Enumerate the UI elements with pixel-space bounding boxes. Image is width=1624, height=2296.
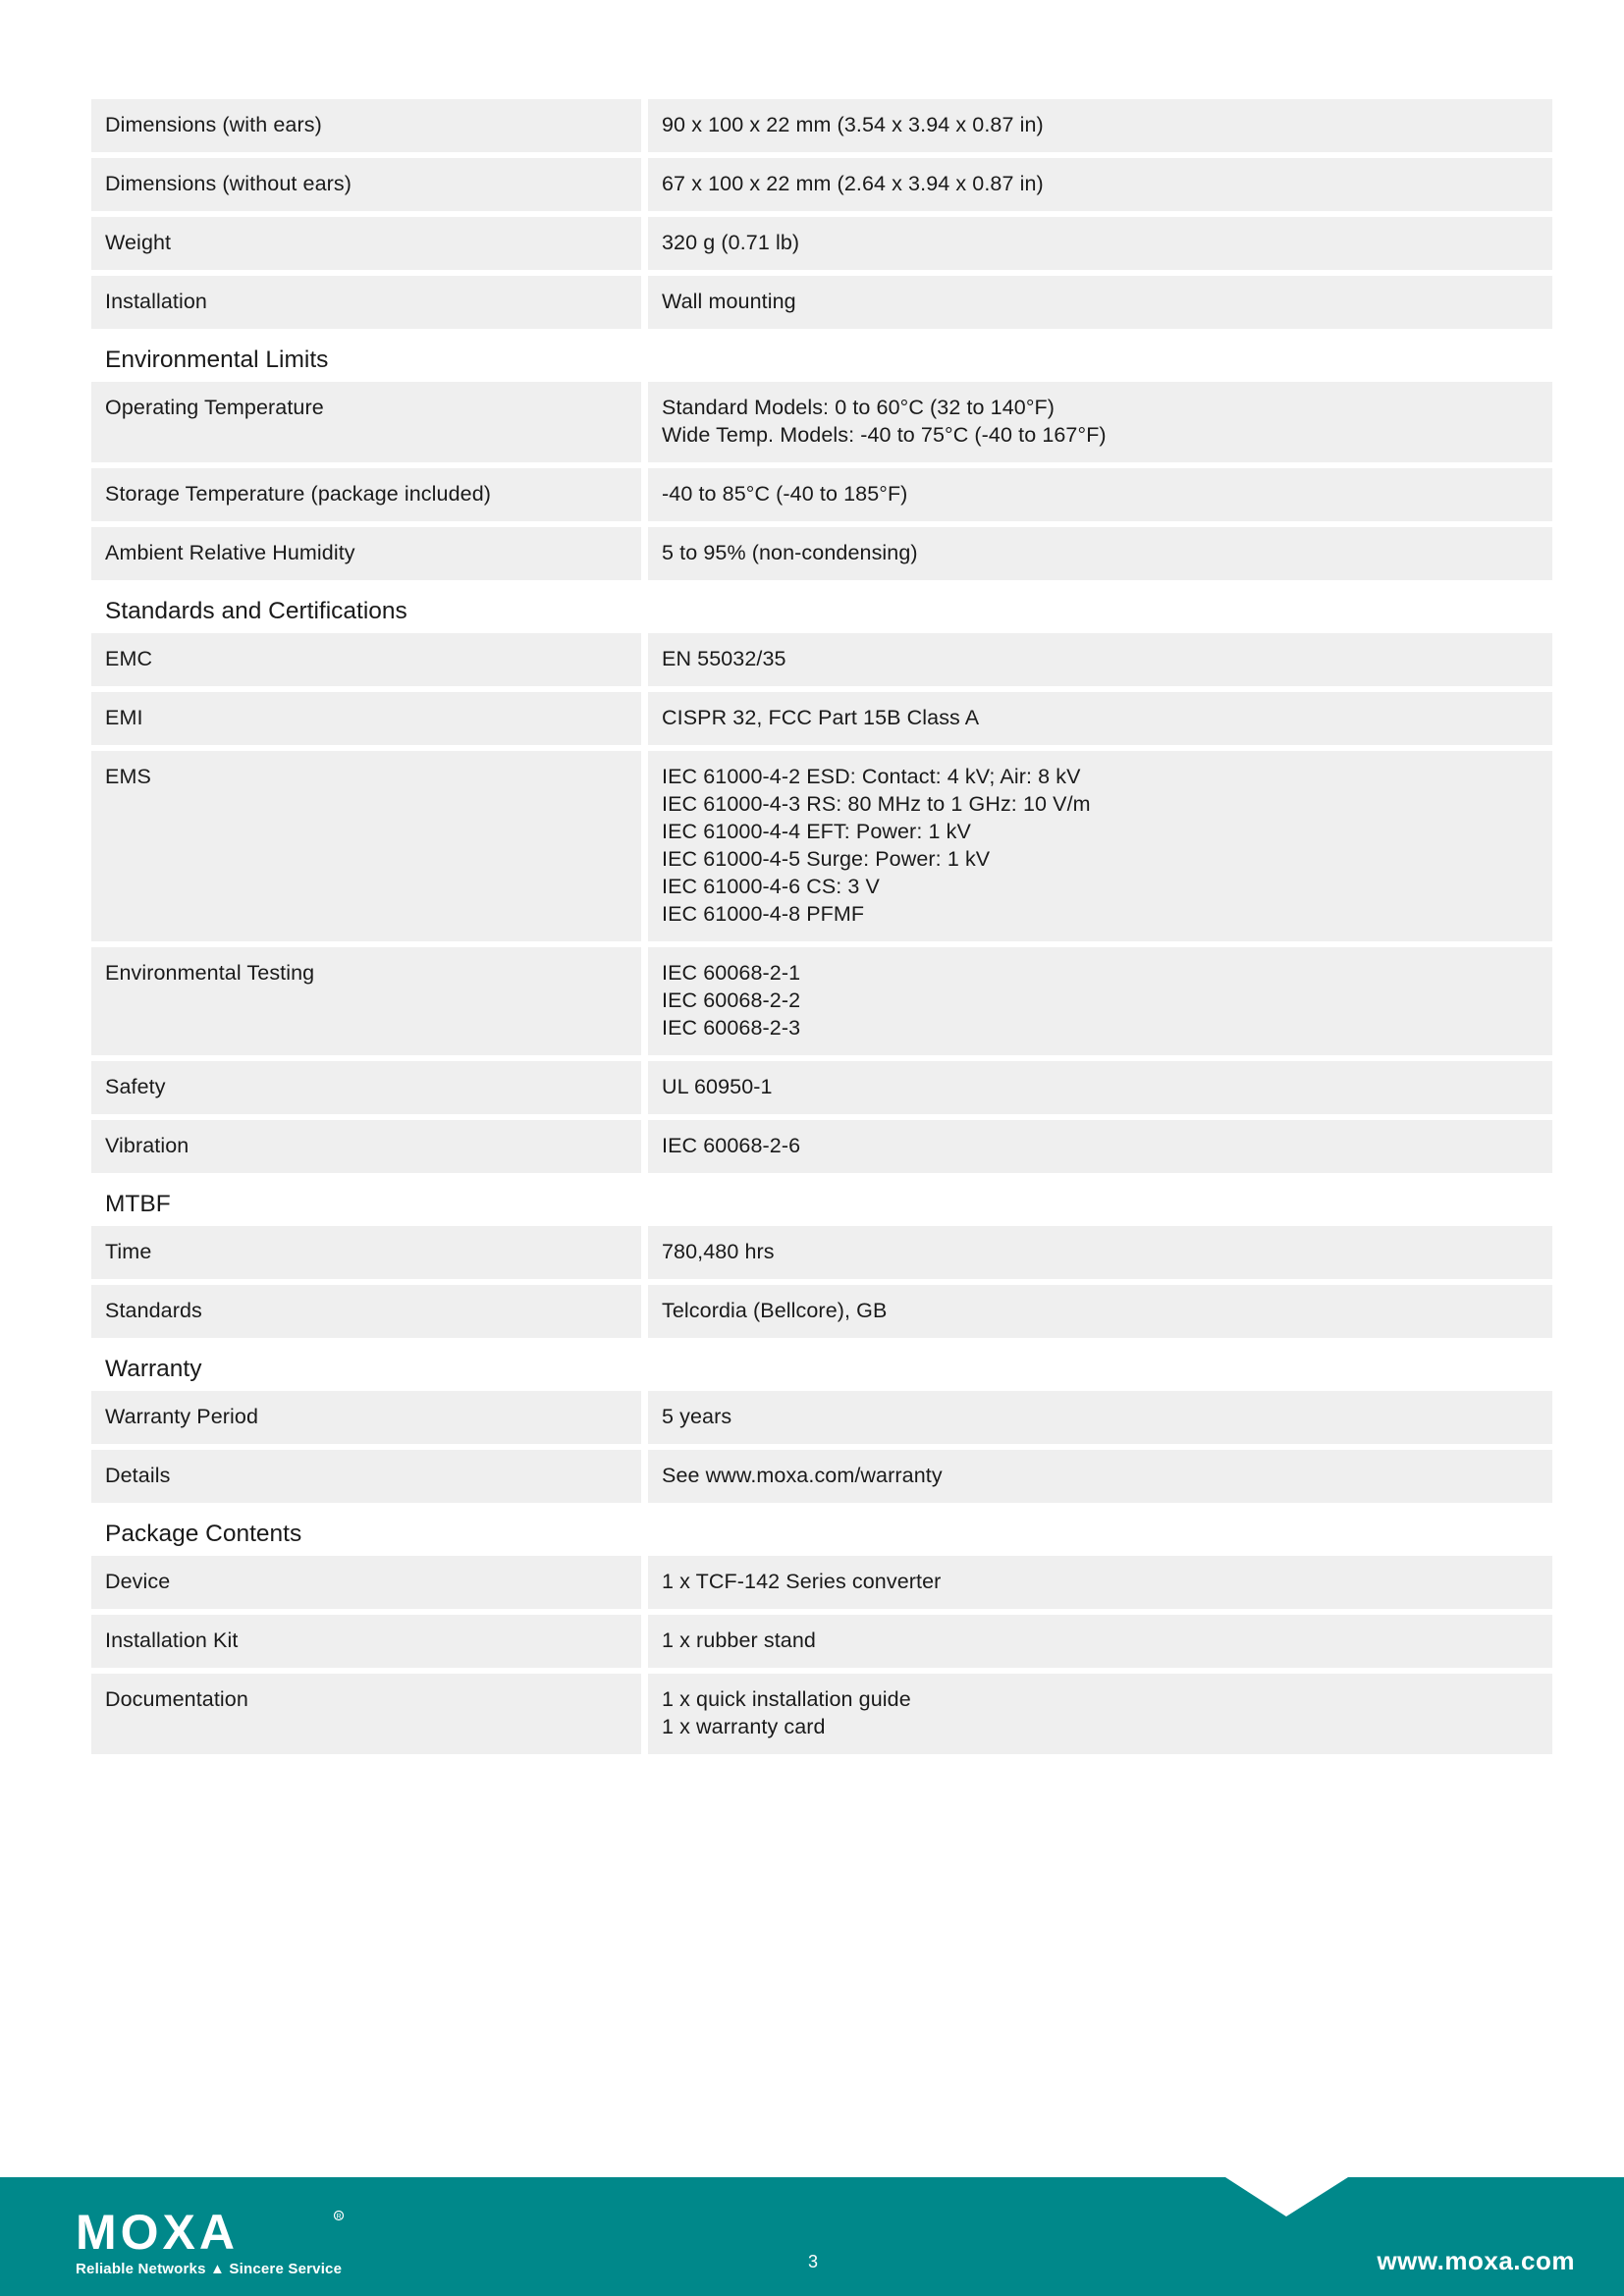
spec-value-line: EN 55032/35 (662, 647, 786, 670)
spec-row (91, 217, 1552, 270)
page-number: 3 (807, 2252, 818, 2271)
spec-value (648, 1556, 1552, 1609)
spec-value-line: IEC 60068-2-3 (662, 1016, 801, 1040)
spec-value-line: CISPR 32, FCC Part 15B Class A (662, 706, 980, 729)
section-title: Environmental Limits (105, 347, 329, 373)
spec-value-line: -40 to 85°C (-40 to 185°F) (662, 482, 908, 506)
spec-value-line: IEC 61000-4-6 CS: 3 V (662, 875, 880, 898)
logo-tagline: Reliable Networks ▲ Sincere Service (76, 2261, 343, 2277)
spec-value (648, 1120, 1552, 1173)
spec-row (91, 751, 1552, 941)
spec-value (648, 1450, 1552, 1503)
spec-value (648, 1674, 1552, 1754)
spec-label: Weight (91, 217, 641, 270)
spec-value-line: Telcordia (Bellcore), GB (662, 1299, 888, 1322)
spec-label: Documentation (91, 1674, 641, 1754)
spec-value (648, 947, 1552, 1055)
spec-value (648, 1615, 1552, 1668)
spec-row (91, 1226, 1552, 1279)
spec-value (648, 1285, 1552, 1338)
spec-row (91, 1674, 1552, 1754)
spec-label: Installation (91, 276, 641, 329)
spec-value-line: Wide Temp. Models: -40 to 75°C (-40 to 167°F) (662, 423, 1107, 447)
spec-row (91, 1120, 1552, 1173)
spec-label: EMS (91, 751, 641, 941)
spec-row (91, 692, 1552, 745)
spec-value-line: 1 x rubber stand (662, 1629, 816, 1652)
moxa-logo (76, 2210, 351, 2259)
svg-text:R: R (336, 2214, 342, 2220)
spec-value-line: IEC 61000-4-3 RS: 80 MHz to 1 GHz: 10 V/m (662, 792, 1091, 816)
spec-value-line: Wall mounting (662, 290, 796, 313)
spec-label: Details (91, 1450, 641, 1503)
spec-label: EMI (91, 692, 641, 745)
spec-label: Operating Temperature (91, 382, 641, 462)
spec-row (91, 382, 1552, 462)
spec-value-line: 1 x warranty card (662, 1715, 826, 1738)
section-title: MTBF (105, 1191, 171, 1217)
spec-value (648, 1391, 1552, 1444)
spec-label: Vibration (91, 1120, 641, 1173)
spec-value-line: 5 to 95% (non-condensing) (662, 541, 918, 564)
section-title: Warranty (105, 1356, 202, 1382)
spec-value-line: IEC 61000-4-4 EFT: Power: 1 kV (662, 820, 971, 843)
spec-value-line: IEC 60068-2-2 (662, 988, 801, 1012)
spec-row (91, 158, 1552, 211)
spec-value (648, 633, 1552, 686)
spec-row (91, 1061, 1552, 1114)
spec-value (648, 382, 1552, 462)
website-url[interactable]: www.moxa.com (1377, 2246, 1575, 2275)
spec-value (648, 276, 1552, 329)
spec-label: Environmental Testing (91, 947, 641, 1055)
spec-value (648, 527, 1552, 580)
spec-label: EMC (91, 633, 641, 686)
spec-label: Warranty Period (91, 1391, 641, 1444)
spec-value (648, 217, 1552, 270)
svg-text:MOXA: MOXA (76, 2210, 239, 2259)
spec-label: Ambient Relative Humidity (91, 527, 641, 580)
spec-row (91, 1615, 1552, 1668)
spec-value (648, 158, 1552, 211)
spec-label: Storage Temperature (package included) (91, 468, 641, 521)
spec-label: Safety (91, 1061, 641, 1114)
spec-value-line: 90 x 100 x 22 mm (3.54 x 3.94 x 0.87 in) (662, 113, 1044, 136)
spec-value (648, 1226, 1552, 1279)
spec-row (91, 276, 1552, 329)
spec-row (91, 527, 1552, 580)
spec-value (648, 468, 1552, 521)
spec-value-line: 67 x 100 x 22 mm (2.64 x 3.94 x 0.87 in) (662, 172, 1044, 195)
spec-value-line: IEC 61000-4-8 PFMF (662, 902, 865, 926)
spec-value-line: 1 x quick installation guide (662, 1687, 911, 1711)
spec-content (91, 99, 1552, 1760)
spec-value-line: IEC 60068-2-6 (662, 1134, 801, 1157)
spec-value-line: IEC 61000-4-5 Surge: Power: 1 kV (662, 847, 991, 871)
spec-row (91, 468, 1552, 521)
spec-label: Time (91, 1226, 641, 1279)
spec-value (648, 99, 1552, 152)
section-title: Standards and Certifications (105, 598, 407, 624)
spec-value-line: 780,480 hrs (662, 1240, 775, 1263)
spec-row (91, 1556, 1552, 1609)
page-footer (0, 2177, 1624, 2296)
spec-value-line: UL 60950-1 (662, 1075, 773, 1098)
spec-label: Installation Kit (91, 1615, 641, 1668)
spec-value-line: Standard Models: 0 to 60°C (32 to 140°F) (662, 396, 1056, 419)
spec-value-line: IEC 60068-2-1 (662, 961, 801, 985)
spec-label: Dimensions (without ears) (91, 158, 641, 211)
spec-row (91, 1285, 1552, 1338)
spec-value-line: 1 x TCF-142 Series converter (662, 1570, 942, 1593)
spec-label: Device (91, 1556, 641, 1609)
spec-value (648, 751, 1552, 941)
spec-value-line: See www.moxa.com/warranty (662, 1464, 943, 1487)
spec-row (91, 1391, 1552, 1444)
spec-value (648, 692, 1552, 745)
section-title: Package Contents (105, 1521, 302, 1547)
spec-value-line: 320 g (0.71 lb) (662, 231, 800, 254)
spec-value-line: IEC 61000-4-2 ESD: Contact: 4 kV; Air: 8 kV (662, 765, 1081, 788)
spec-label: Dimensions (with ears) (91, 99, 641, 152)
spec-value (648, 1061, 1552, 1114)
spec-value-line: 5 years (662, 1405, 732, 1428)
spec-row (91, 633, 1552, 686)
spec-row (91, 99, 1552, 152)
spec-label: Standards (91, 1285, 641, 1338)
spec-row (91, 947, 1552, 1055)
spec-row (91, 1450, 1552, 1503)
